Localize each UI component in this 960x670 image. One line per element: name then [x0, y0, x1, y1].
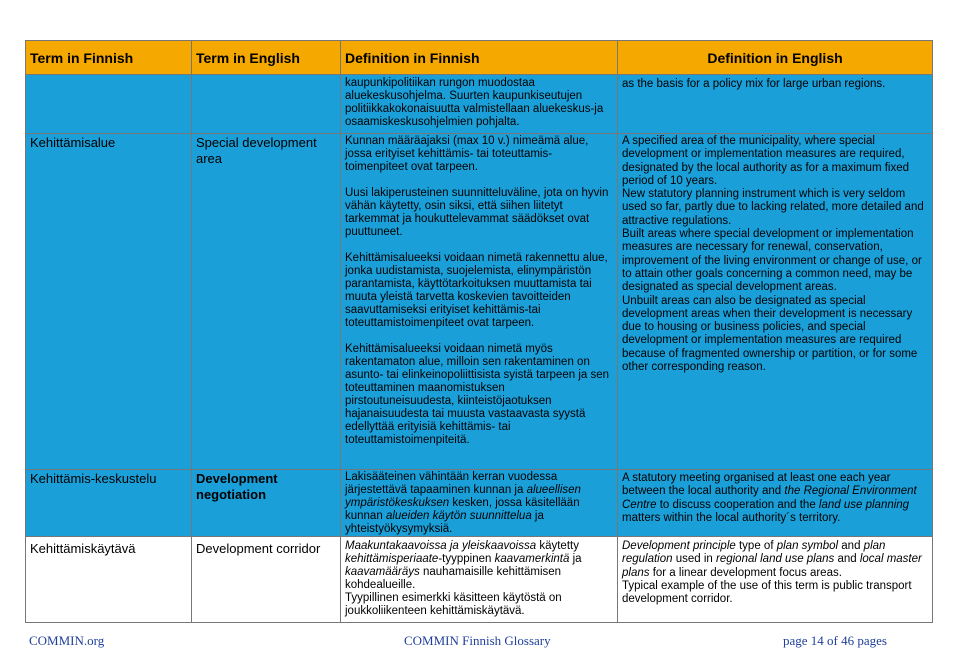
table-row — [26, 470, 933, 537]
definition-english-text — [622, 540, 928, 580]
table-row — [26, 134, 933, 470]
text-span: used in — [672, 553, 716, 566]
table-row — [26, 75, 933, 134]
definition-english-cell — [618, 75, 933, 134]
definition-finnish-cell — [341, 75, 618, 134]
text-span: Lakisääteinen vähintään kerran vuodessa järjestettävä tapaaminen kunnan ja — [345, 471, 558, 496]
text-span: alueiden käytön suunnittelua — [385, 510, 532, 522]
term-english-cell — [192, 75, 341, 134]
definition-finnish-text — [345, 471, 613, 536]
text-span: plan regulation — [622, 540, 886, 566]
definition-finnish-text: Kehittämisalueeksi voidaan nimetä myös rakentamaton alue, milloin sen rakentaminen on asunto- tai elinkeinopoliittisista syistä tarpeen ja sen toteuttaminen maanomistuksen pirstoutuneisuudesta, kiinteistöjaotuksen hajanaisuudesta tai muusta vastaavasta syystä edellyttää erityisiä kehittämis- tai toteuttamistoimenpiteitä. — [345, 343, 610, 446]
definition-finnish-text: Kehittämisalueeksi voidaan nimetä rakennettu alue, jonka uudistamista, suojelemista, elinympäristön parantamista, käyttötarkoituksen muuttamista tai muuta yleistä tarvetta koskevien tavoitteiden saavuttamiseksi erityiset kehittämis-tai toteuttamistoimenpiteet ovat tarpeen. — [345, 252, 608, 329]
text-span: for a linear development focus areas. — [649, 566, 842, 579]
term-english-cell: Special development area — [192, 134, 341, 470]
term-finnish-cell — [26, 75, 192, 134]
text-span: ja — [569, 553, 582, 565]
text-span: land use planning — [818, 498, 910, 511]
definition-english-text: A specified area of the municipality, where special development or implementation measures are required, designated by the local authority as for a maximum fixed period of 10 years. — [622, 135, 910, 187]
text-span: to discuss cooperation and the — [656, 498, 819, 511]
text-span: -tyyppinen — [438, 553, 495, 565]
definition-finnish-cell — [341, 470, 618, 537]
definition-english-text — [622, 472, 928, 525]
definition-finnish-text: Tyypillinen esimerkki käsitteen käytöstä on joukkoliikenteen kehittämiskäytävä. — [345, 592, 562, 617]
text-span: Maakuntakaavoissa ja yleiskaavoissa — [345, 540, 537, 552]
definition-english-text: Unbuilt areas can also be designated as special development areas when their development is necessary due to housing or business policies, and special development or implementation measures are required because of fragmented ownership or partition, or for some other corresponding reason. — [622, 294, 918, 374]
term-english-cell: Development corridor — [192, 537, 341, 623]
definition-finnish-cell — [341, 537, 618, 623]
definition-english-text: New statutory planning instrument which is very seldom used so far, partly due to lacking related, more detailed and attractive regulations. — [622, 188, 924, 227]
footer-page-number: page 14 of 46 pages — [783, 633, 887, 648]
header-term-finnish: Term in Finnish — [26, 41, 192, 75]
text-span: kaavamerkintä — [494, 553, 570, 565]
glossary-table — [25, 40, 933, 623]
text-span: kaavamääräys — [345, 566, 420, 578]
text-span: local master plans — [622, 553, 922, 579]
definition-english-cell — [618, 134, 933, 470]
definition-finnish-text: Uusi lakiperusteinen suunnitteluväline, jota on hyvin vähän käytetty, osin siksi, että siihen liitetyt tarkemmat ja houkuttelevammat säädökset ovat puuttuneet. — [345, 187, 609, 238]
definition-english-cell — [618, 470, 933, 537]
definition-finnish-text: kaupunkipolitiikan rungon muodostaa aluekeskusohjelma. Suurten kaupunkiseutujen politiikkakokonaisuutta valmistellaan aluekeskus-ja osaamiskeskusohjelmien pohjalta. — [345, 77, 604, 128]
table-row — [26, 537, 933, 623]
header-definition-english: Definition in English — [618, 41, 933, 75]
text-span: matters within the local authority´s territory. — [622, 511, 841, 524]
footer-title: COMMIN Finnish Glossary — [404, 633, 551, 648]
definition-finnish-text: Kunnan määräajaksi (max 10 v.) nimeämä alue, jossa erityiset kehittämis- tai toteuttamis-toimenpiteet ovat tarpeen. — [345, 135, 589, 173]
definition-english-text: Typical example of the use of this term is public transport development corridor. — [622, 579, 912, 606]
definition-finnish-text — [345, 540, 613, 592]
text-span: kehittämisperiaate — [345, 553, 439, 565]
text-span: ja yhteistyökysymyksiä. — [345, 510, 544, 535]
footer-site: COMMIN.org — [29, 633, 105, 648]
text-span: nauhamaisille kehittämisen kohdealueille. — [345, 566, 562, 591]
text-span: käytetty — [536, 540, 579, 552]
definition-english-text: as the basis for a policy mix for large urban regions. — [622, 78, 886, 90]
text-span: alueellisen ympäristökeskuksen — [345, 484, 581, 509]
header-definition-finnish: Definition in Finnish — [341, 41, 618, 75]
text-span: and — [834, 553, 860, 566]
text-span: regional land use plans — [716, 553, 835, 566]
term-finnish-cell: Kehittämis-keskustelu — [26, 470, 192, 537]
text-span: A statutory meeting organised at least one each year between the local authority and — [622, 472, 891, 498]
definition-english-text: Built areas where special development or implementation measures are necessary for renewal, conservation, improvement of the living environment or change of use, or to attain other goals concerning a common need, may be designated as special development areas. — [622, 228, 922, 294]
term-finnish-cell: Kehittämiskäytävä — [26, 537, 192, 623]
text-span: Development principle — [622, 540, 736, 552]
text-span: plan symbol — [776, 540, 839, 552]
term-finnish-cell: Kehittämisalue — [26, 134, 192, 470]
text-span: kesken, jossa käsitellään kunnan — [345, 497, 580, 522]
definition-finnish-cell — [341, 134, 618, 470]
header-term-english: Term in English — [192, 41, 341, 75]
header-row — [26, 41, 933, 75]
term-english-cell: Development negotiation — [192, 470, 341, 537]
definition-english-cell — [618, 537, 933, 623]
text-span: the Regional Environment Centre — [622, 485, 917, 511]
text-span: type of — [735, 540, 777, 552]
text-span: and — [838, 540, 864, 552]
